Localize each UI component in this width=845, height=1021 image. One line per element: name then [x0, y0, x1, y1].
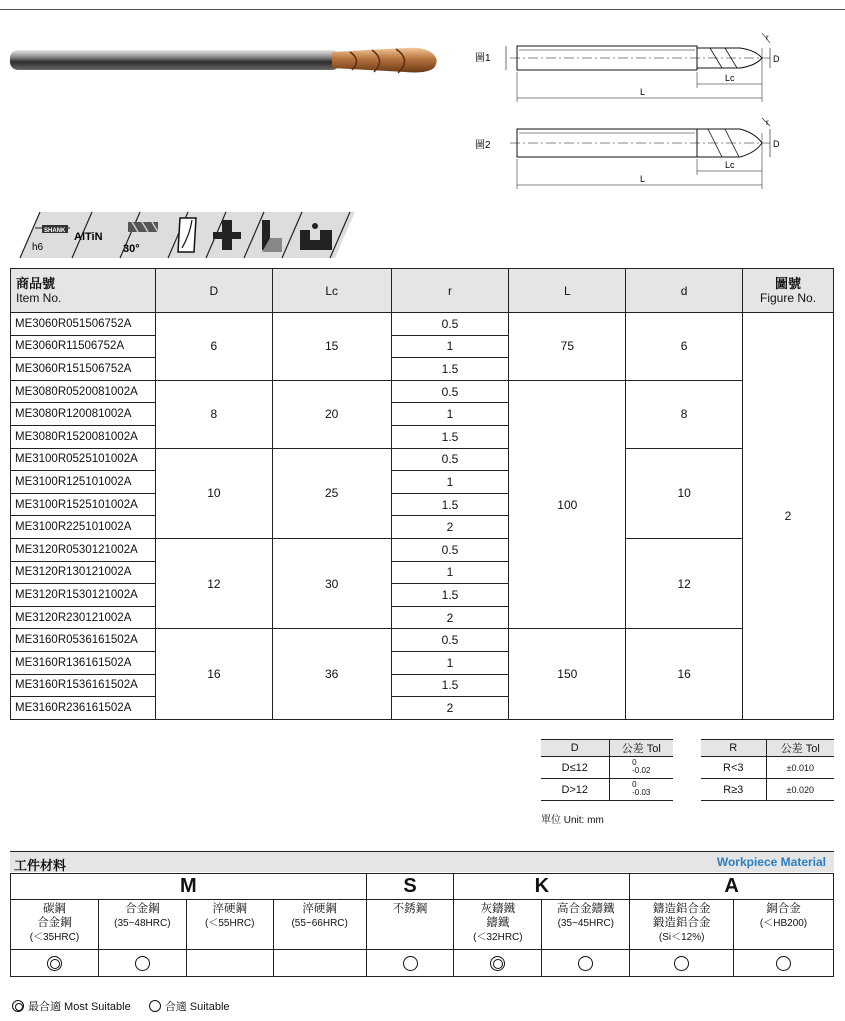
tol-r-header-tol: 公差 Tol [766, 740, 834, 757]
suitable-icon [776, 956, 791, 971]
tol-r-cond: R≥3 [701, 779, 766, 801]
item-no: ME3160R136161502A [11, 651, 156, 674]
figure-2-drawing [470, 115, 800, 190]
category-a: A [630, 874, 834, 900]
item-no: ME3060R11506752A [11, 335, 156, 358]
tol-lower: -0.03 [632, 788, 651, 797]
cell-r: 0.5 [391, 448, 509, 471]
suitability-cell [98, 950, 186, 977]
header-item-no: 商品號 Item No. [11, 269, 156, 313]
flute-profile-icon [178, 218, 196, 252]
cell-r: 1.5 [391, 674, 509, 697]
legend-most: 最合適 Most Suitable [28, 1001, 131, 1013]
suitability-cell [734, 950, 834, 977]
feature-icons [10, 210, 355, 260]
cell-d-small: 16 [626, 629, 743, 719]
suitable-icon [674, 956, 689, 971]
cell-l: 100 [509, 380, 626, 629]
suitability-cell [186, 950, 273, 977]
end-mill-photo [10, 44, 440, 76]
cell-r: 1.5 [391, 358, 509, 381]
table-row [701, 779, 834, 801]
cell-r: 1.5 [391, 584, 509, 607]
material-name: 不銹鋼 [366, 900, 454, 950]
cell-r: 0.5 [391, 538, 509, 561]
cell-figure: 2 [743, 313, 834, 720]
table-row [701, 757, 834, 779]
cell-r: 0.5 [391, 313, 509, 336]
header-d-big: D [155, 269, 272, 313]
cell-r: 1 [391, 471, 509, 494]
cell-d-big: 10 [155, 448, 272, 538]
header-figure: 圖號 Figure No. [743, 269, 834, 313]
workpiece-table [10, 873, 834, 977]
item-no: ME3100R0525101002A [11, 448, 156, 471]
suitability-cell [366, 950, 454, 977]
table-row [11, 313, 834, 336]
figure-1-lc: Lc [725, 73, 735, 83]
material-name: 碳鋼 合金鋼 (＜35HRC) [11, 900, 99, 950]
cell-d-small: 10 [626, 448, 743, 538]
tol-r-value: ±0.020 [766, 779, 834, 801]
item-no: ME3120R230121002A [11, 606, 156, 629]
item-no: ME3160R1536161502A [11, 674, 156, 697]
figure-2-l: L [640, 174, 646, 184]
item-no: ME3120R130121002A [11, 561, 156, 584]
figure-1-drawing [470, 28, 800, 103]
header-l: L [509, 269, 626, 313]
cell-lc: 30 [272, 538, 391, 628]
cell-r: 0.5 [391, 380, 509, 403]
cell-d-small: 12 [626, 538, 743, 628]
cell-lc: 25 [272, 448, 391, 538]
suitability-cell [11, 950, 99, 977]
item-no: ME3080R120081002A [11, 403, 156, 426]
cell-d-big: 6 [155, 313, 272, 381]
tol-lower: -0.02 [632, 766, 651, 775]
figure-2-r: r [766, 118, 769, 127]
figure-2-label: 圖2 [475, 140, 491, 151]
top-rule [0, 9, 845, 10]
table-row [11, 380, 834, 403]
svg-text:SHANK: SHANK [44, 228, 66, 234]
cell-l: 75 [509, 313, 626, 381]
workpiece-title-zh: 工件材料 [14, 858, 67, 873]
suitable-icon [149, 1000, 161, 1012]
category-m: M [11, 874, 367, 900]
suitable-icon [135, 956, 150, 971]
material-name: 高合金鑄鐵 (35~45HRC) [542, 900, 630, 950]
product-table [10, 268, 834, 720]
most-suitable-icon [490, 956, 505, 971]
cell-lc: 36 [272, 629, 391, 719]
item-no: ME3160R236161502A [11, 697, 156, 720]
tol-r-value: ±0.010 [766, 757, 834, 779]
tol-d-cond: D≤12 [541, 757, 609, 779]
cell-d-small: 8 [626, 380, 743, 448]
suitability-cell [630, 950, 734, 977]
table-row [11, 448, 834, 471]
header-r: r [391, 269, 509, 313]
cell-r: 1 [391, 651, 509, 674]
workpiece-title-en: Workpiece Material [716, 855, 826, 869]
cell-r: 1 [391, 561, 509, 584]
item-no: ME3120R0530121002A [11, 538, 156, 561]
cell-d-big: 12 [155, 538, 272, 628]
table-row [11, 629, 834, 652]
suitability-cell [273, 950, 366, 977]
cell-r: 1.5 [391, 425, 509, 448]
item-no: ME3160R0536161502A [11, 629, 156, 652]
suitable-icon [403, 956, 418, 971]
category-k: K [454, 874, 630, 900]
most-suitable-icon [47, 956, 62, 971]
material-name: 淬硬鋼 (55~66HRC) [273, 900, 366, 950]
workpiece-header [10, 851, 834, 872]
material-name: 合金鋼 (35~48HRC) [98, 900, 186, 950]
item-no: ME3100R1525101002A [11, 493, 156, 516]
header-d-small: d [626, 269, 743, 313]
figure-1-r: r [766, 33, 769, 42]
category-s: S [366, 874, 454, 900]
figure-2-d: D [773, 139, 780, 149]
item-no: ME3100R125101002A [11, 471, 156, 494]
unit-note: 單位 Unit: mm [541, 815, 604, 826]
suitable-icon [578, 956, 593, 971]
cell-r: 0.5 [391, 629, 509, 652]
svg-text:h6: h6 [32, 242, 44, 253]
tol-upper: 0 [632, 758, 637, 767]
tol-d-header-tol: 公差 Tol [609, 740, 673, 757]
cell-r: 2 [391, 697, 509, 720]
item-no: ME3100R225101002A [11, 516, 156, 539]
most-suitable-icon [12, 1000, 24, 1012]
coating-label: AlTiN [74, 231, 103, 243]
tol-d-header-d: D [541, 740, 609, 757]
tol-upper: 0 [632, 780, 637, 789]
figure-2-lc: Lc [725, 160, 735, 170]
tolerance-r-table [701, 739, 834, 801]
material-name: 淬硬鋼 (＜55HRC) [186, 900, 273, 950]
cell-d-big: 16 [155, 629, 272, 719]
tol-r-cond: R<3 [701, 757, 766, 779]
item-no: ME3120R1530121002A [11, 584, 156, 607]
tolerance-d-table [541, 739, 673, 801]
cell-r: 2 [391, 516, 509, 539]
tol-d-cond: D>12 [541, 779, 609, 801]
cell-lc: 20 [272, 380, 391, 448]
svg-text:30°: 30° [123, 243, 140, 255]
table-row [11, 538, 834, 561]
suitability-cell [454, 950, 542, 977]
cell-r: 2 [391, 606, 509, 629]
figure-1-l: L [640, 87, 646, 97]
material-name: 灰鑄鐵 鑄鐵 (＜32HRC) [454, 900, 542, 950]
header-lc: Lc [272, 269, 391, 313]
cell-lc: 15 [272, 313, 391, 381]
figure-1-d: D [773, 54, 780, 64]
tol-r-header-r: R [701, 740, 766, 757]
suitability-cell [542, 950, 630, 977]
table-row [541, 779, 673, 801]
cell-d-big: 8 [155, 380, 272, 448]
cell-l: 150 [509, 629, 626, 719]
item-no: ME3080R1520081002A [11, 425, 156, 448]
cell-r: 1 [391, 403, 509, 426]
cell-d-small: 6 [626, 313, 743, 381]
table-row [541, 757, 673, 779]
legend-suitable: 合適 Suitable [164, 1001, 230, 1013]
legend [12, 998, 230, 1014]
material-name: 銅合金 (＜HB200) [734, 900, 834, 950]
item-no: ME3060R151506752A [11, 358, 156, 381]
material-name: 鑄造鋁合金 鍛造鋁合金 (Si＜12%) [630, 900, 734, 950]
figure-1-label: 圖1 [475, 53, 491, 64]
cell-r: 1 [391, 335, 509, 358]
item-no: ME3060R051506752A [11, 313, 156, 336]
item-no: ME3080R0520081002A [11, 380, 156, 403]
cell-r: 1.5 [391, 493, 509, 516]
